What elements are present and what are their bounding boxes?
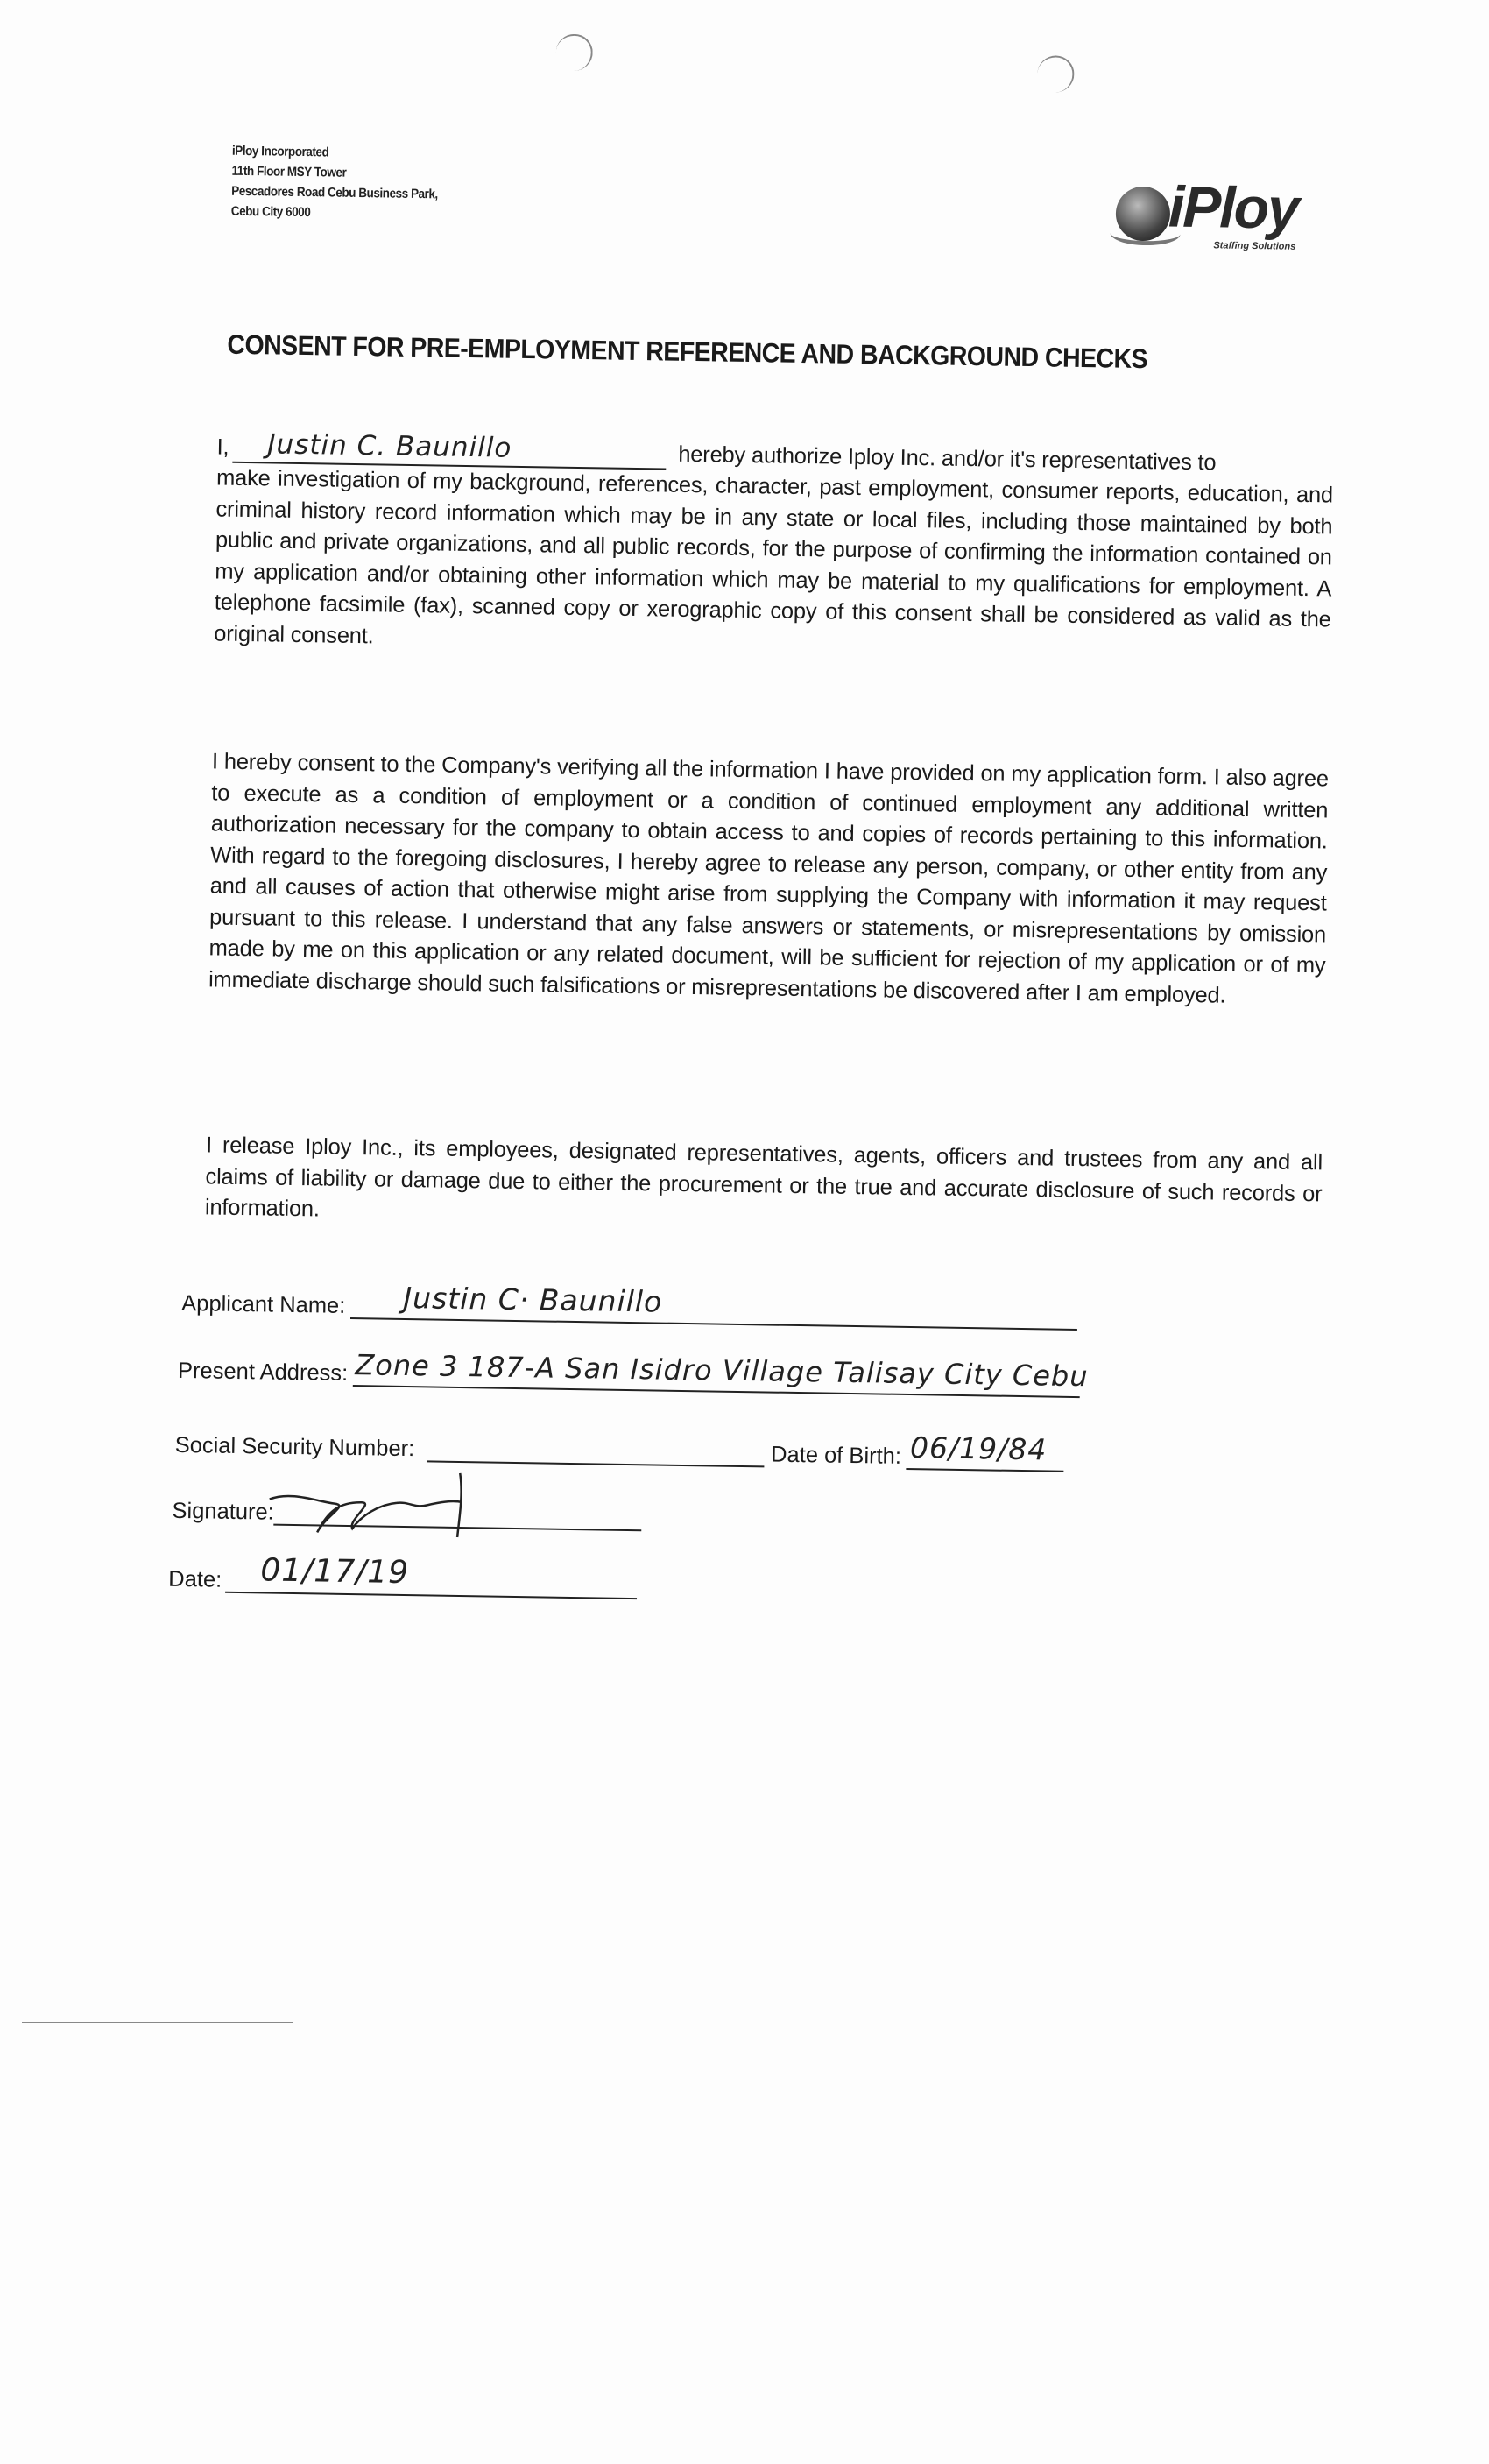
present-address-field (177, 1348, 1089, 1398)
address-line: iPloy Incorporated (231, 143, 329, 160)
punch-hole-mark (1037, 55, 1075, 93)
signature-input[interactable] (274, 1493, 643, 1532)
consent-paragraph: I hereby consent to the Company's verifying all the information I have provided on my application form. I also agree to execute as a condition of employment or a condition of continued employment any additional written authorization necessary for the company to obtain access to and copies of records pertaining to this information. With regard to the foregoing disclosures, I hereby agree to release any person, company, or other entity from any and all causes of action that otherwise might arise from supplying the Company with information it may request pursuant to this release. I understand that any false answers or statements, or misrepresentations by omission made by me on this application or any related document, will be sufficient for rejection of my application or of my immediate discharge should such falsifications or misrepresentations be discovered after I am employed. (208, 749, 1330, 1008)
logo-wordmark: iPloy (1168, 173, 1299, 241)
date-input[interactable] (225, 1552, 638, 1599)
date-value: 01/17/19 (260, 1552, 410, 1592)
signature-scribble (265, 1466, 563, 1541)
applicant-name-field (181, 1280, 1078, 1331)
iploy-logo (1115, 171, 1353, 262)
address-line: Pescadores Road Cebu Business Park, (231, 183, 438, 202)
address-line: Cebu City 6000 (230, 203, 311, 221)
ssn-input[interactable] (427, 1429, 765, 1467)
ssn-dob-row (174, 1425, 1064, 1472)
present-address-value: Zone 3 187-A San Isidro Village Talisay City Cebu (355, 1348, 1089, 1394)
dob-value: 06/19/84 (909, 1430, 1048, 1467)
authorization-body: make investigation of my background, references, character, past employment, consumer reports, education, and criminal history record information which may be in any state or local files, including those maintained by both public and private organizations, and all public records, for the purpose of confirming the information contained on my application and/or obtaining other information which may be material to my qualifications for employment. A telephone facsimile (fax), scanned copy or xerographic copy of this consent shall be considered as valid as the original consent. (214, 465, 1334, 648)
applicant-name-value: Justin C· Baunillo (403, 1280, 663, 1319)
ssn-label: Social Security Number: (174, 1432, 415, 1462)
applicant-name-input[interactable] (350, 1280, 1077, 1331)
scan-edge-line (22, 2022, 293, 2023)
intro-prefix: I, (216, 434, 229, 460)
address-line: 11th Floor MSY Tower (231, 163, 347, 180)
intro-rest: hereby authorize Iploy Inc. and/or it's representatives to (678, 441, 1217, 475)
signature-field (172, 1491, 642, 1531)
dob-label: Date of Birth: (770, 1442, 902, 1469)
signature-label: Signature: (172, 1498, 274, 1525)
handwritten-name: Justin C. Baunillo (267, 427, 512, 464)
present-address-label: Present Address: (177, 1358, 349, 1386)
page-title: CONSENT FOR PRE-EMPLOYMENT REFERENCE AND BACKGROUND CHECKS (227, 328, 1148, 375)
dob-input[interactable] (907, 1430, 1065, 1472)
authorization-paragraph (214, 427, 1334, 667)
applicant-name-label: Applicant Name: (181, 1290, 346, 1318)
present-address-input[interactable] (353, 1348, 1089, 1398)
date-label: Date: (168, 1566, 222, 1592)
logo-tagline: Staffing Solutions (1213, 240, 1296, 252)
release-paragraph: I release Iploy Inc., its employees, designated representatives, agents, officers and trustees from any and all claims of liability or damage due to either the procurement or the true and accurate disclosure of such records or information. (204, 1133, 1323, 1222)
punch-hole-mark (555, 34, 593, 72)
date-field (168, 1552, 637, 1599)
company-address (231, 141, 462, 225)
